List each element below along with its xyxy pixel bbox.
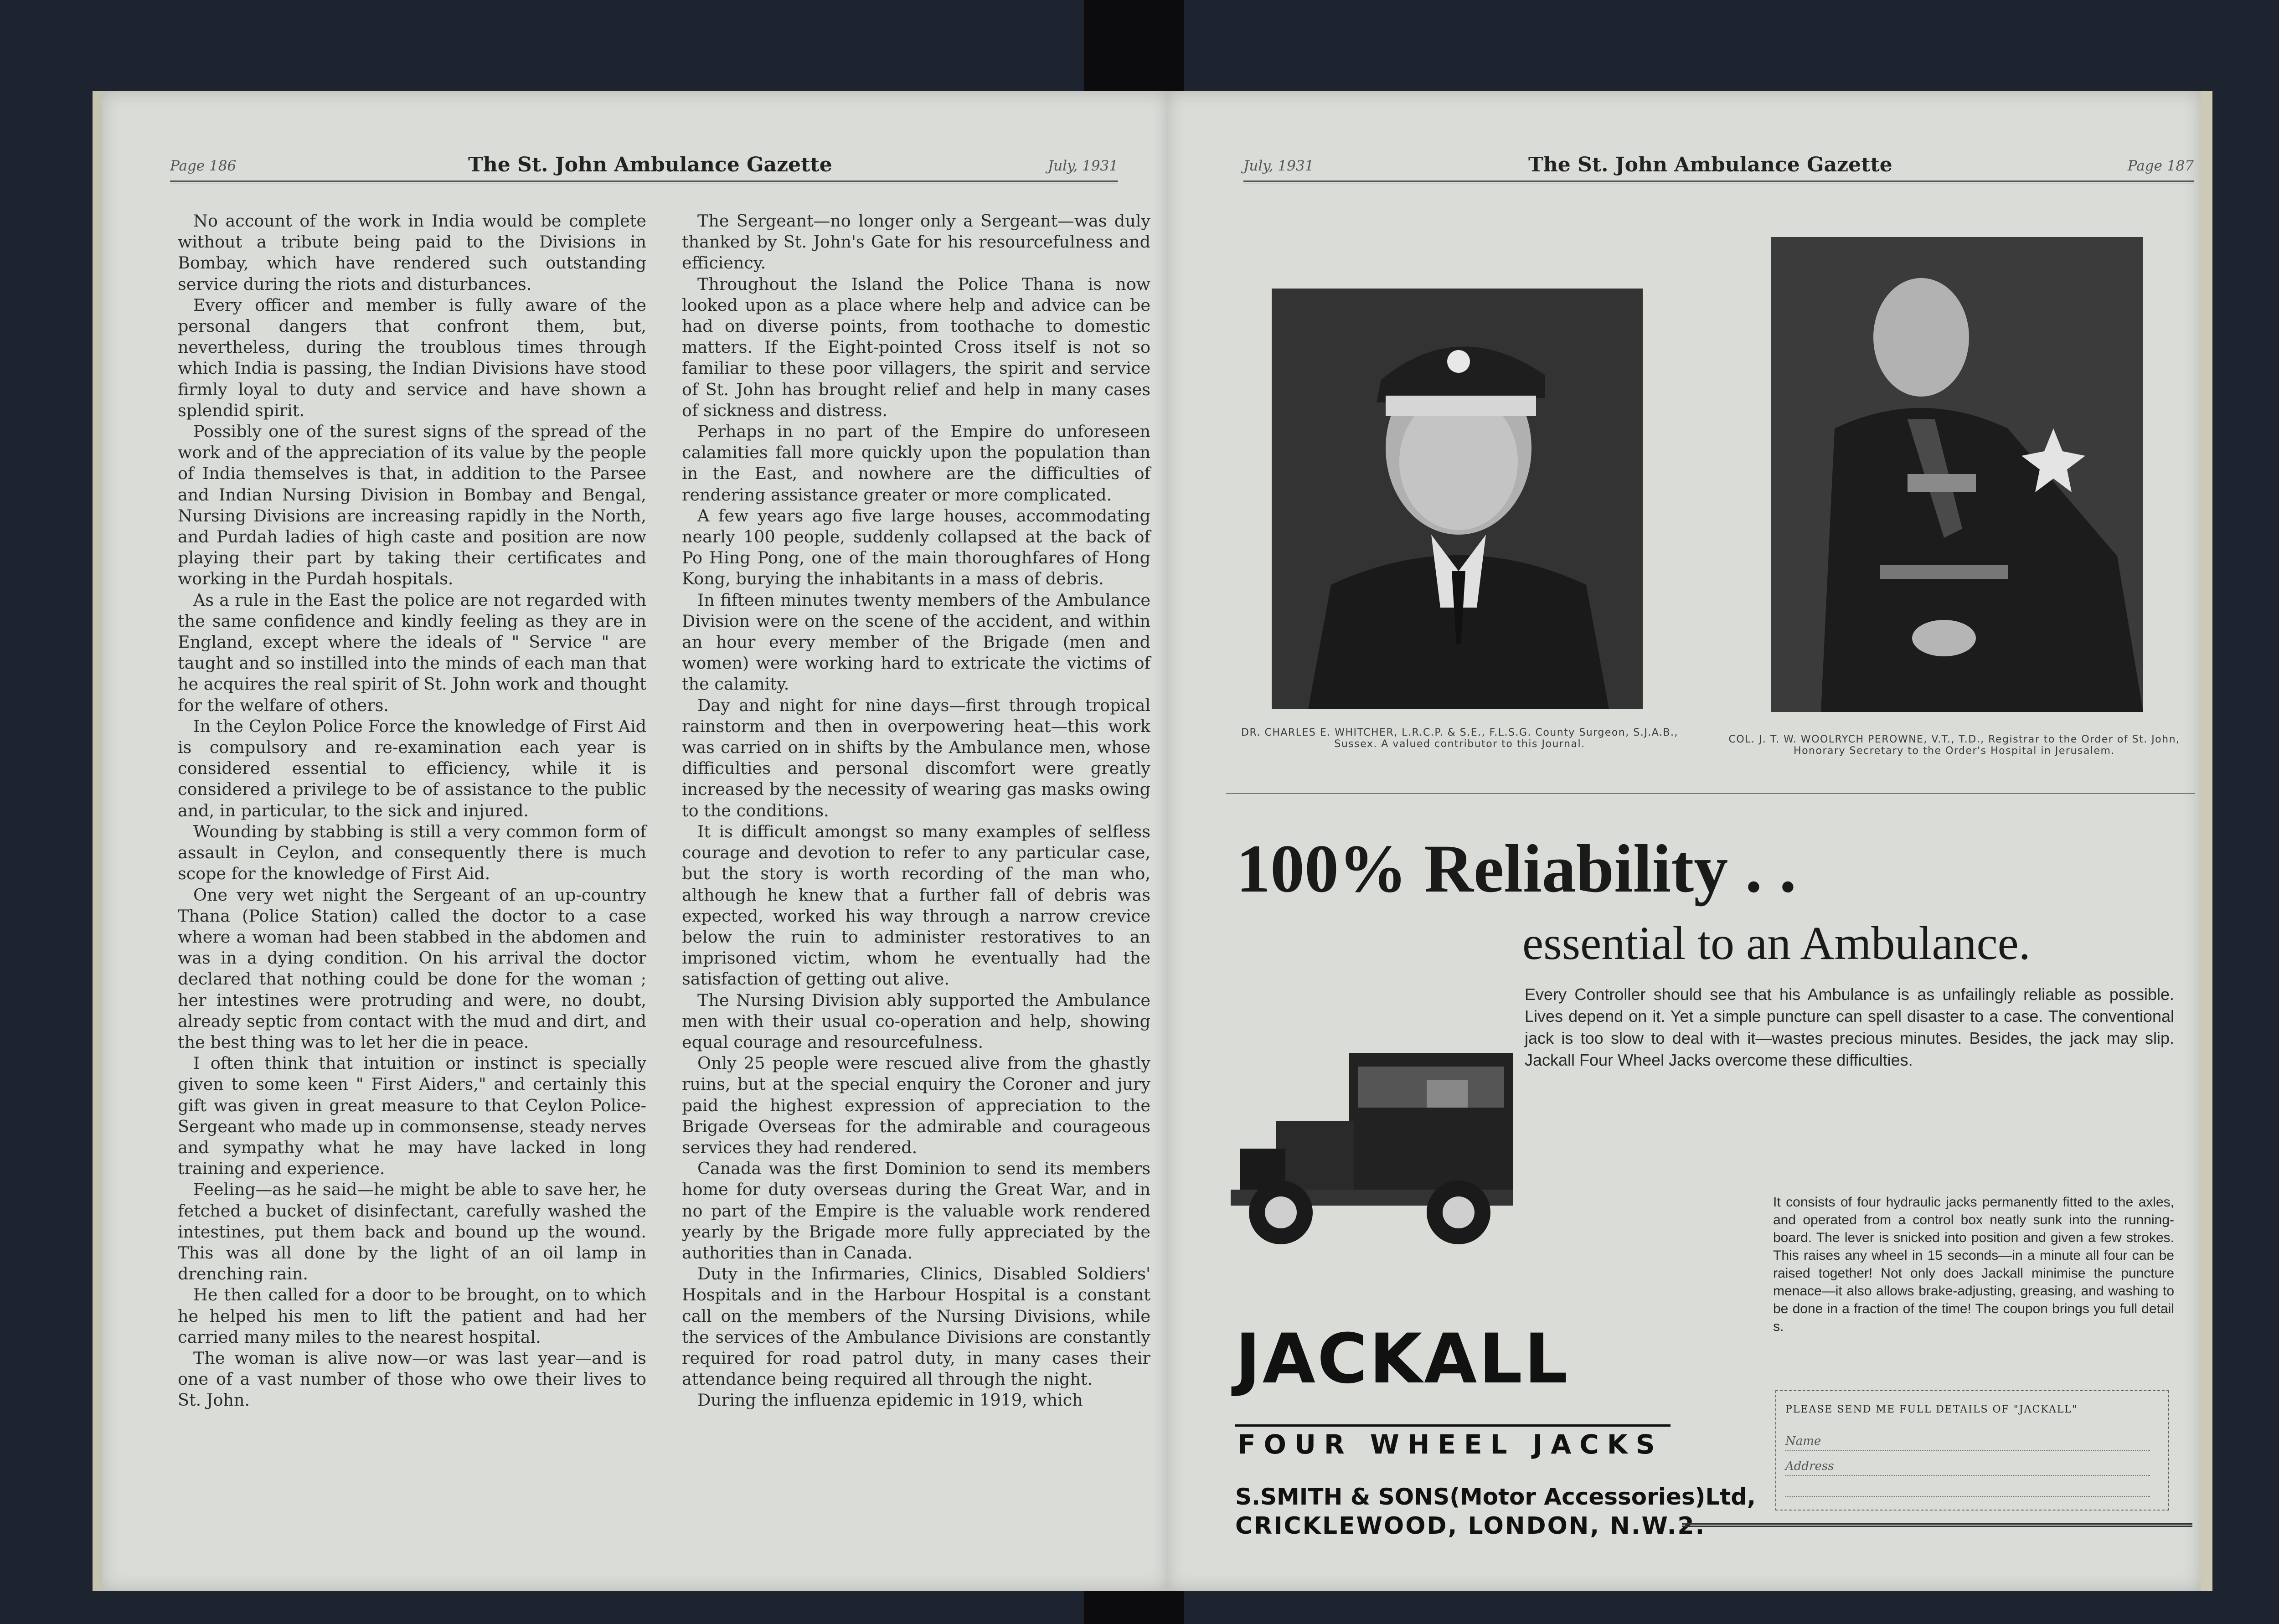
right-header <box>1243 153 2194 180</box>
ambulance-illustration <box>1231 1026 1522 1299</box>
coupon-extra-line[interactable] <box>1785 1487 2150 1497</box>
paragraph: As a rule in the East the police are not regarded with the same confidence and kindly feeling as they are in England, except where the ideals of " Service " are taught and so instilled into the minds of each man that he acquires the real spirit of St. John work and thought for the welfare of others. <box>178 590 646 715</box>
photo1-caption: DR. CHARLES E. WHITCHER, L.R.C.P. & S.E., F.L.S.G. County Surgeon, S.J.A.B., Sussex. A valued contributor to this Journal. <box>1241 727 1678 750</box>
paragraph: Perhaps in no part of the Empire do unforeseen calamities fall more quickly upon the population than in the East, and nowhere are the difficulties of rendering assistance greater or more complicated. <box>682 422 1150 505</box>
paragraph: During the influenza epidemic in 1919, which <box>697 1390 1083 1410</box>
ad-details-text: It consists of four hydraulic jacks permanently fitted to the axles, and operated from a control box neatly sunk into the running-board. The lever is snicked into position and given a few strokes. This raises any wheel in 15 seconds—in a minute all four can be raised together! Not only does Jackall minimise the puncture menace—it also allows brake-adjusting, greasing, and washing to be done in a fraction of the time! The coupon brings you full detail s. <box>1773 1195 2174 1334</box>
portrait-photo-perowne <box>1771 237 2143 712</box>
ad-top-rule <box>1226 793 2195 794</box>
right-date: July, 1931 <box>1243 158 1314 174</box>
ad-intro-text: Every Controller should see that his Ambulance is as unfailingly reliable as possible. Lives depend on it. Yet a simple puncture can spell disaster to a case. The conventional jack is too slow to deal with it—wastes precious minutes. Besides, the jack may slip. Jackall Four Wheel Jacks overcome these difficulties. <box>1525 985 2174 1069</box>
paragraph: Duty in the Infirmaries, Clinics, Disabled Soldiers' Hospitals and in the Harbour Hospital is a constant call on the members of the Nursing Divisions, while the services of the Ambulance Divisions are constantly required for road patrol duty, in many cases their attendance being required all through the night. <box>682 1264 1150 1389</box>
photo2-caption: COL. J. T. W. WOOLRYCH PEROWNE, V.T., T.D., Registrar to the Order of St. John, Honorary Secretary to the Order's Hospital in Jerusalem. <box>1728 734 2180 757</box>
paragraph: No account of the work in India would be complete without a tribute being paid to the Divisions in Bombay, which have rendered such outstanding service during the riots and disturbances. <box>178 211 646 294</box>
paragraph: One very wet night the Sergeant of an up-country Thana (Police Station) called the doctor to a case where a woman had been stabbed in the abdomen and was in a dying condition. On his arrival the doctor declared that nothing could be done for the woman ; her intestines were protruding and were, no doubt, already septic from contact with the mud and dirt, and the best thing was to let her die in peace. <box>178 885 646 1052</box>
paragraph: It is difficult amongst so many examples of selfless courage and devotion to refer to any particular case, but the story is worth recording of the man who, although he knew that a further fall of debris was expected, worked his way through a narrow crevice below the ruin to administer restoratives to an imprisoned victim, whom he eventually had the satisfaction of getting out alive. <box>682 821 1150 989</box>
paragraph: Every officer and member is fully aware of the personal dangers that confront them, but, nevertheless, during the troublous times through which India is passing, the Indian Divisions have stood firmly loyal to duty and service and have shown a splendid spirit. <box>178 295 646 420</box>
paragraph: The Sergeant—no longer only a Sergeant—was duly thanked by St. John's Gate for his resourcefulness and efficiency. <box>682 211 1150 273</box>
coupon-box[interactable] <box>1775 1390 2169 1511</box>
jackall-subtitle: FOUR WHEEL JACKS <box>1237 1429 1663 1460</box>
right-page-number: Page 187 <box>2127 158 2194 174</box>
coupon-title: PLEASE SEND ME FULL DETAILS OF "JACKALL" <box>1785 1404 2078 1415</box>
paragraph: The Nursing Division ably supported the Ambulance men with their usual co-operation and help, showing equal courage and resourcefulness. <box>682 990 1150 1052</box>
paragraph: Wounding by stabbing is still a very common form of assault in Ceylon, and consequently there is much scope for the knowledge of First Aid. <box>178 821 646 884</box>
paragraph: Only 25 people were rescued alive from the ghastly ruins, but at the special enquiry the Coroner and jury paid the highest expression of appreciation to the Brigade Overseas for the admirable and courageous services they had rendered. <box>682 1053 1150 1157</box>
left-page <box>93 91 1168 1591</box>
left-masthead: The St. John Ambulance Gazette <box>468 153 832 176</box>
portrait-photo-whitcher <box>1272 289 1643 709</box>
coupon-address-label: Address <box>1785 1459 1834 1473</box>
ad-headline: 100% Reliability . . <box>1236 831 1797 907</box>
paragraph: Possibly one of the surest signs of the spread of the work and of the appreciation of its value by the people of India themselves is that, in addition to the Parsee and Indian Nursing Division in Bombay and Bengal, Nursing Divisions are increasing rapidly in the North, and Purdah ladies of high caste and position are now playing their part by taking their certificates and working in the Purdah hospitals. <box>178 422 646 589</box>
ad-bottom-rule <box>1682 1523 2192 1527</box>
jackall-underline <box>1235 1424 1671 1427</box>
coupon-name-label: Name <box>1785 1434 1821 1448</box>
right-masthead: The St. John Ambulance Gazette <box>1528 153 1892 176</box>
left-page-number: Page 186 <box>170 158 237 174</box>
jackall-logo: JACKALL <box>1235 1320 1570 1399</box>
left-column-1 <box>178 211 646 1411</box>
coupon-address-field[interactable] <box>1785 1459 2150 1476</box>
paragraph: I often think that intuition or instinct is specially given to some keen " First Aiders," and certainly this gift was given in great measure to that Ceylon Police-Sergeant who made up in commonsense, steady nerves and sympathy what he may have lacked in long training and experience. <box>178 1053 646 1179</box>
left-header <box>170 153 1118 180</box>
ad-maker: S.SMITH & SONS(Motor Accessories)Ltd, <box>1235 1484 1756 1510</box>
paragraph: Feeling—as he said—he might be able to save her, he fetched a bucket of disinfectant, carefully washed the intestines, put them back and bound up the wound. This was all done by the light of an oil lamp in drenching rain. <box>178 1180 646 1284</box>
right-header-rule <box>1243 180 2194 184</box>
left-column-2 <box>682 211 1150 1411</box>
ad-address: CRICKLEWOOD, LONDON, N.W.2. <box>1235 1512 1706 1540</box>
paragraph: In the Ceylon Police Force the knowledge of First Aid is compulsory and re-examination each year is considered essential to efficiency, while it is considered a privilege to be of assistance to the public and, in particular, to the sick and injured. <box>178 716 646 820</box>
paragraph: Throughout the Island the Police Thana is now looked upon as a place where help and advice can be had on diverse points, from toothache to domestic matters. If the Eight-pointed Cross itself is not so familiar to these poor villagers, the spirit and service of St. John has brought relief and help in many cases of sickness and distress. <box>682 274 1150 420</box>
paragraph: A few years ago five large houses, accommodating nearly 100 people, suddenly collapsed at the back of Po Hing Pong, one of the main thoroughfares of Hong Kong, burying the inhabitants in a mass of debris. <box>682 505 1150 589</box>
paragraph: In fifteen minutes twenty members of the Ambulance Division were on the scene of the accident, and within an hour every member of the Brigade (men and women) were working hard to extricate the victims of the calamity. <box>682 590 1150 694</box>
paragraph: He then called for a door to be brought, on to which he helped his men to lift the patient and had her carried many miles to the nearest hospital. <box>178 1285 646 1347</box>
coupon-name-field[interactable] <box>1785 1434 2150 1451</box>
left-date: July, 1931 <box>1047 158 1118 174</box>
paragraph: Day and night for nine days—first through tropical rainstorm and then in overpowering heat—this work was carried on in shifts by the Ambulance men, whose difficulties and personal discomfort were greatly increased by the necessity of wearing gas masks owing to the conditions. <box>682 695 1150 820</box>
paragraph: Canada was the first Dominion to send its members home for duty overseas during the Great War, and in no part of the Empire is the valuable work rendered yearly by the Brigade more fully appreciated by the authorities than in Canada. <box>682 1159 1150 1263</box>
paragraph: The woman is alive now—or was last year—and is one of a vast number of those who owe their lives to St. John. <box>178 1348 646 1410</box>
right-page <box>1167 91 2212 1591</box>
ad-subhead: essential to an Ambulance. <box>1522 917 2031 969</box>
left-header-rule <box>170 180 1118 184</box>
